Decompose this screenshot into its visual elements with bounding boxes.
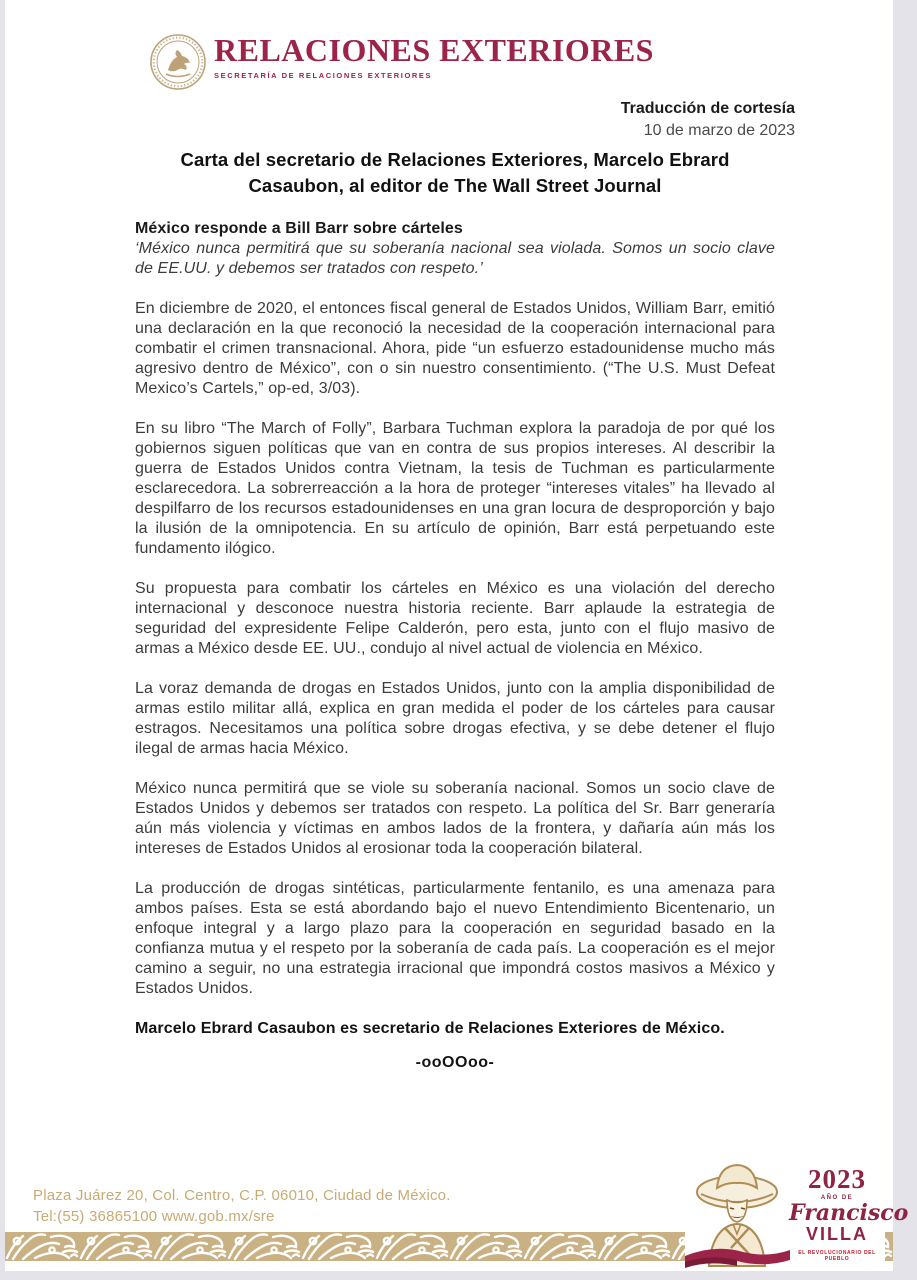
meta-block — [621, 98, 795, 141]
letter-title: Carta del secretario de Relaciones Exteriores, Marcelo Ebrard Casaubon, al editor de The Wall Street Journal — [180, 149, 730, 196]
villa-name-caps: VILLA — [806, 1224, 868, 1245]
villa-2023-logo — [685, 1158, 909, 1268]
paragraph: México nunca permitirá que se viole su soberanía nacional. Somos un socio clave de Estados Unidos y debemos ser tratados con respeto. La política del Sr. Barr generaría aún más violencia y víctimas en ambos lados de la frontera, y dañaría aún más los intereses de Estados Unidos al erosionar toda la cooperación bilateral. — [135, 780, 775, 857]
letter-page — [5, 0, 909, 1271]
villa-year-label: AÑO DE — [820, 1195, 854, 1201]
pull-quote: ‘México nunca permitirá que su soberanía nacional sea violada. Somos un socio clave de EE.UU. y debemos ser tratados con respeto.’ — [135, 240, 775, 277]
paragraph: La producción de drogas sintéticas, particularmente fentanilo, es una amenaza para ambos países. Esta se está abordando bajo el nuevo Entendimiento Bicentenario, un enfoque integral y a largo plazo para la cooperación en seguridad basado en la confianza mutua y el respeto por la soberanía de cada país. La cooperación es el mejor camino a seguir, no una estrategia irracional que impondrá costos masivos a México y Estados Unidos. — [135, 880, 775, 997]
mexican-eagle-seal-icon — [148, 30, 208, 94]
francisco-villa-portrait-icon — [685, 1158, 790, 1268]
end-divider: -ooOOoo- — [415, 1054, 495, 1071]
courtesy-translation-label: Traducción de cortesía — [620, 100, 795, 117]
address-line-1: Plaza Juárez 20, Col. Centro, C.P. 06010, Ciudad de México. — [33, 1187, 451, 1204]
closing-byline: Marcelo Ebrard Casaubon es secretario de Relaciones Exteriores de México. — [135, 1020, 725, 1037]
letter-date: 10 de marzo de 2023 — [643, 121, 795, 139]
letter-content — [135, 147, 775, 1073]
letter-subtitle: México responde a Bill Barr sobre cárteles — [135, 220, 463, 237]
villa-year: 2023 — [808, 1164, 866, 1194]
paragraph: La voraz demanda de drogas en Estados Unidos, junto con la amplia disponibilidad de armas estilo militar allá, explica en gran medida el poder de los cárteles para causar estragos. Necesitamos una política sobre drogas efectiva, y se debe detener el flujo ilegal de armas hacia México. — [135, 680, 775, 757]
paragraph: En diciembre de 2020, el entonces fiscal general de Estados Unidos, William Barr, emitió una declaración en la que reconoció la necesidad de la cooperación internacional para combatir el crimen transnacional. Ahora, pide “un esfuerzo estadounidense mucho más agresivo dentro de México”, con o sin nuestro consentimiento. (“The U.S. Must Defeat Mexico’s Cartels,” op-ed, 3/03). — [135, 300, 775, 397]
villa-wordmark — [789, 1164, 909, 1262]
paragraph: Su propuesta para combatir los cárteles en México es una violación del derecho internacional y desconoce nuestra historia reciente. Barr aplaude la estrategia de seguridad del expresidente Felipe Calderón, pero esta, junto con el flujo masivo de armas a México desde EE. UU., condujo al nivel actual de violencia en México. — [135, 580, 775, 657]
brand — [214, 34, 654, 80]
address-line-2: Tel:(55) 36865100 www.gob.mx/sre — [33, 1208, 275, 1225]
paragraph: En su libro “The March of Folly”, Barbara Tuchman explora la paradoja de por qué los gobiernos siguen políticas que van en contra de sus propios intereses. Al describir la guerra de Estados Unidos contra Vietnam, la tesis de Tuchman es particularmente esclarecedora. La sobrerreacción a la hora de proteger “intereses vitales” ha llevado al despilfarro de los recursos estadounidenses en una gran locura de desproporción y bajo la ilusión de la omnipotencia. En su artículo de opinión, Barr está perpetuando este fundamento ilógico. — [135, 420, 775, 557]
brand-title: RELACIONES EXTERIORES — [214, 32, 654, 68]
villa-tagline: EL REVOLUCIONARIO DEL PUEBLO — [798, 1249, 876, 1262]
footer-address — [33, 1185, 451, 1227]
villa-name-script: Francisco — [789, 1200, 909, 1226]
brand-subtitle: SECRETARÍA DE RELACIONES EXTERIORES — [214, 71, 433, 80]
